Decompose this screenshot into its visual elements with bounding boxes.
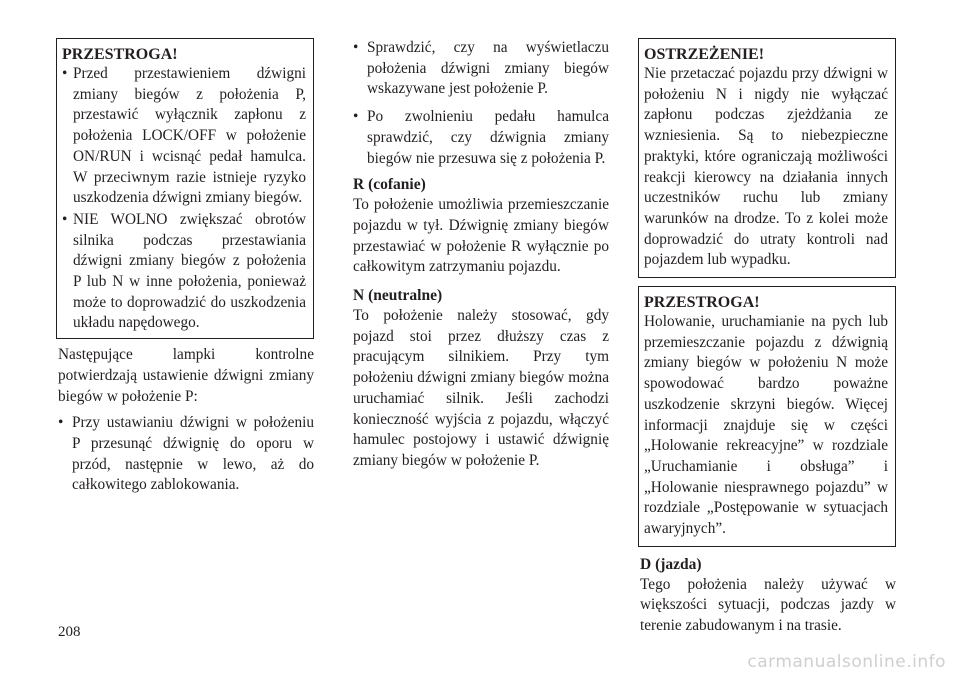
drive-heading: D (jazda) (640, 555, 702, 573)
park-checks-list (353, 38, 609, 169)
reverse-heading: R (cofanie) (353, 176, 426, 194)
list-item: • Po zwolnieniu pedału hamulca sprawdzić, czy dźwignia zmiany biegów nie przesuwa się z położenia P. (353, 107, 609, 169)
caution-box (638, 286, 896, 547)
watermark: carmanualsonline.info (747, 652, 946, 672)
caution-item: • NIE WOLNO zwiększać obrotów silnika podczas przestawiania dźwigni zmiany biegów z położenia P lub N w inne położenia, ponieważ może to doprowadzić do uszkodzenia układu napędowego. (62, 210, 306, 334)
park-steps-list (58, 413, 314, 496)
warning-text: Nie przetaczać pojazdu przy dźwigni w położeniu N i nigdy nie wyłączać zapłonu podczas zjeżdżania ze wzniesienia. Są to niebezpieczne praktyki, które ograniczają możliwości reakcji kierowcy na działania innych uczestników ruchu lub zmiany warunków na drodze. To z kolei może doprowadzić do utraty kontroli nad pojazdem lub wypadku. (644, 65, 888, 269)
list-item: • Sprawdzić, czy na wyświetlaczu położenia dźwigni zmiany biegów wskazywane jest położenie P. (353, 38, 609, 100)
reverse-text: To położenie umożliwia przemieszczanie pojazdu w tył. Dźwignię zmiany biegów przestawiać w położenie R wyłącznie po całkowitym zatrzymaniu pojazdu. (353, 196, 609, 276)
caution-list (62, 64, 306, 334)
indicator-intro: Następujące lampki kontrolne potwierdzają ustawienie dźwigni zmiany biegów w położenie P: (58, 346, 314, 405)
caution-item: • Przed przestawieniem dźwigni zmiany biegów z położenia P, przestawić wyłącznik zapłonu z położenia LOCK/OFF w położenie ON/RUN i wcisnąć pedał hamulca. W przeciwnym razie istnieje ryzyko uszkodzenia dźwigni zmiany biegów. (62, 64, 306, 209)
drive-text: Tego położenia należy używać w większości sytuacji, podczas jazdy w terenie zabudowanym i na trasie. (640, 575, 896, 635)
warning-title: OSTRZEŻENIE! (644, 46, 765, 63)
list-item: • Przy ustawianiu dźwigni w położeniu P przesunąć dźwignię do oporu w przód, następnie w lewo, aż do całkowitego zablokowania. (58, 413, 314, 496)
warning-box (638, 38, 896, 278)
neutral-text: To położenie należy stosować, gdy pojazd stoi przez dłuższy czas z pracującym silnikiem. Przy tym położeniu dźwigni zmiany biegów można uruchamiać silnik. Jeśli zachodzi konieczność wyjścia z pojazdu, włączyć hamulec postojowy i ustawić dźwignię zmiany biegów w położenie P. (353, 307, 609, 469)
caution-title: PRZESTROGA! (62, 46, 178, 63)
page-number: 208 (58, 624, 81, 640)
left-column (58, 38, 314, 496)
caution-title: PRZESTROGA! (644, 294, 760, 312)
caution-box (56, 38, 314, 339)
middle-column (353, 38, 609, 472)
right-column (640, 38, 896, 637)
neutral-heading: N (neutralne) (353, 287, 443, 305)
caution-text: Holowanie, uruchamianie na pych lub przemieszczanie pojazdu z dźwignią zmiany biegów w położeniu N może spowodować bardzo poważne uszkodzenie skrzyni biegów. Więcej informacji znajduje się w części „Holowanie rekreacyjne” w rozdziale „Uruchamianie i obsługa” i „Holowanie niesprawnego pojazdu” w rozdziale „Postępowanie w sytuacjach awaryjnych”. (644, 313, 888, 538)
